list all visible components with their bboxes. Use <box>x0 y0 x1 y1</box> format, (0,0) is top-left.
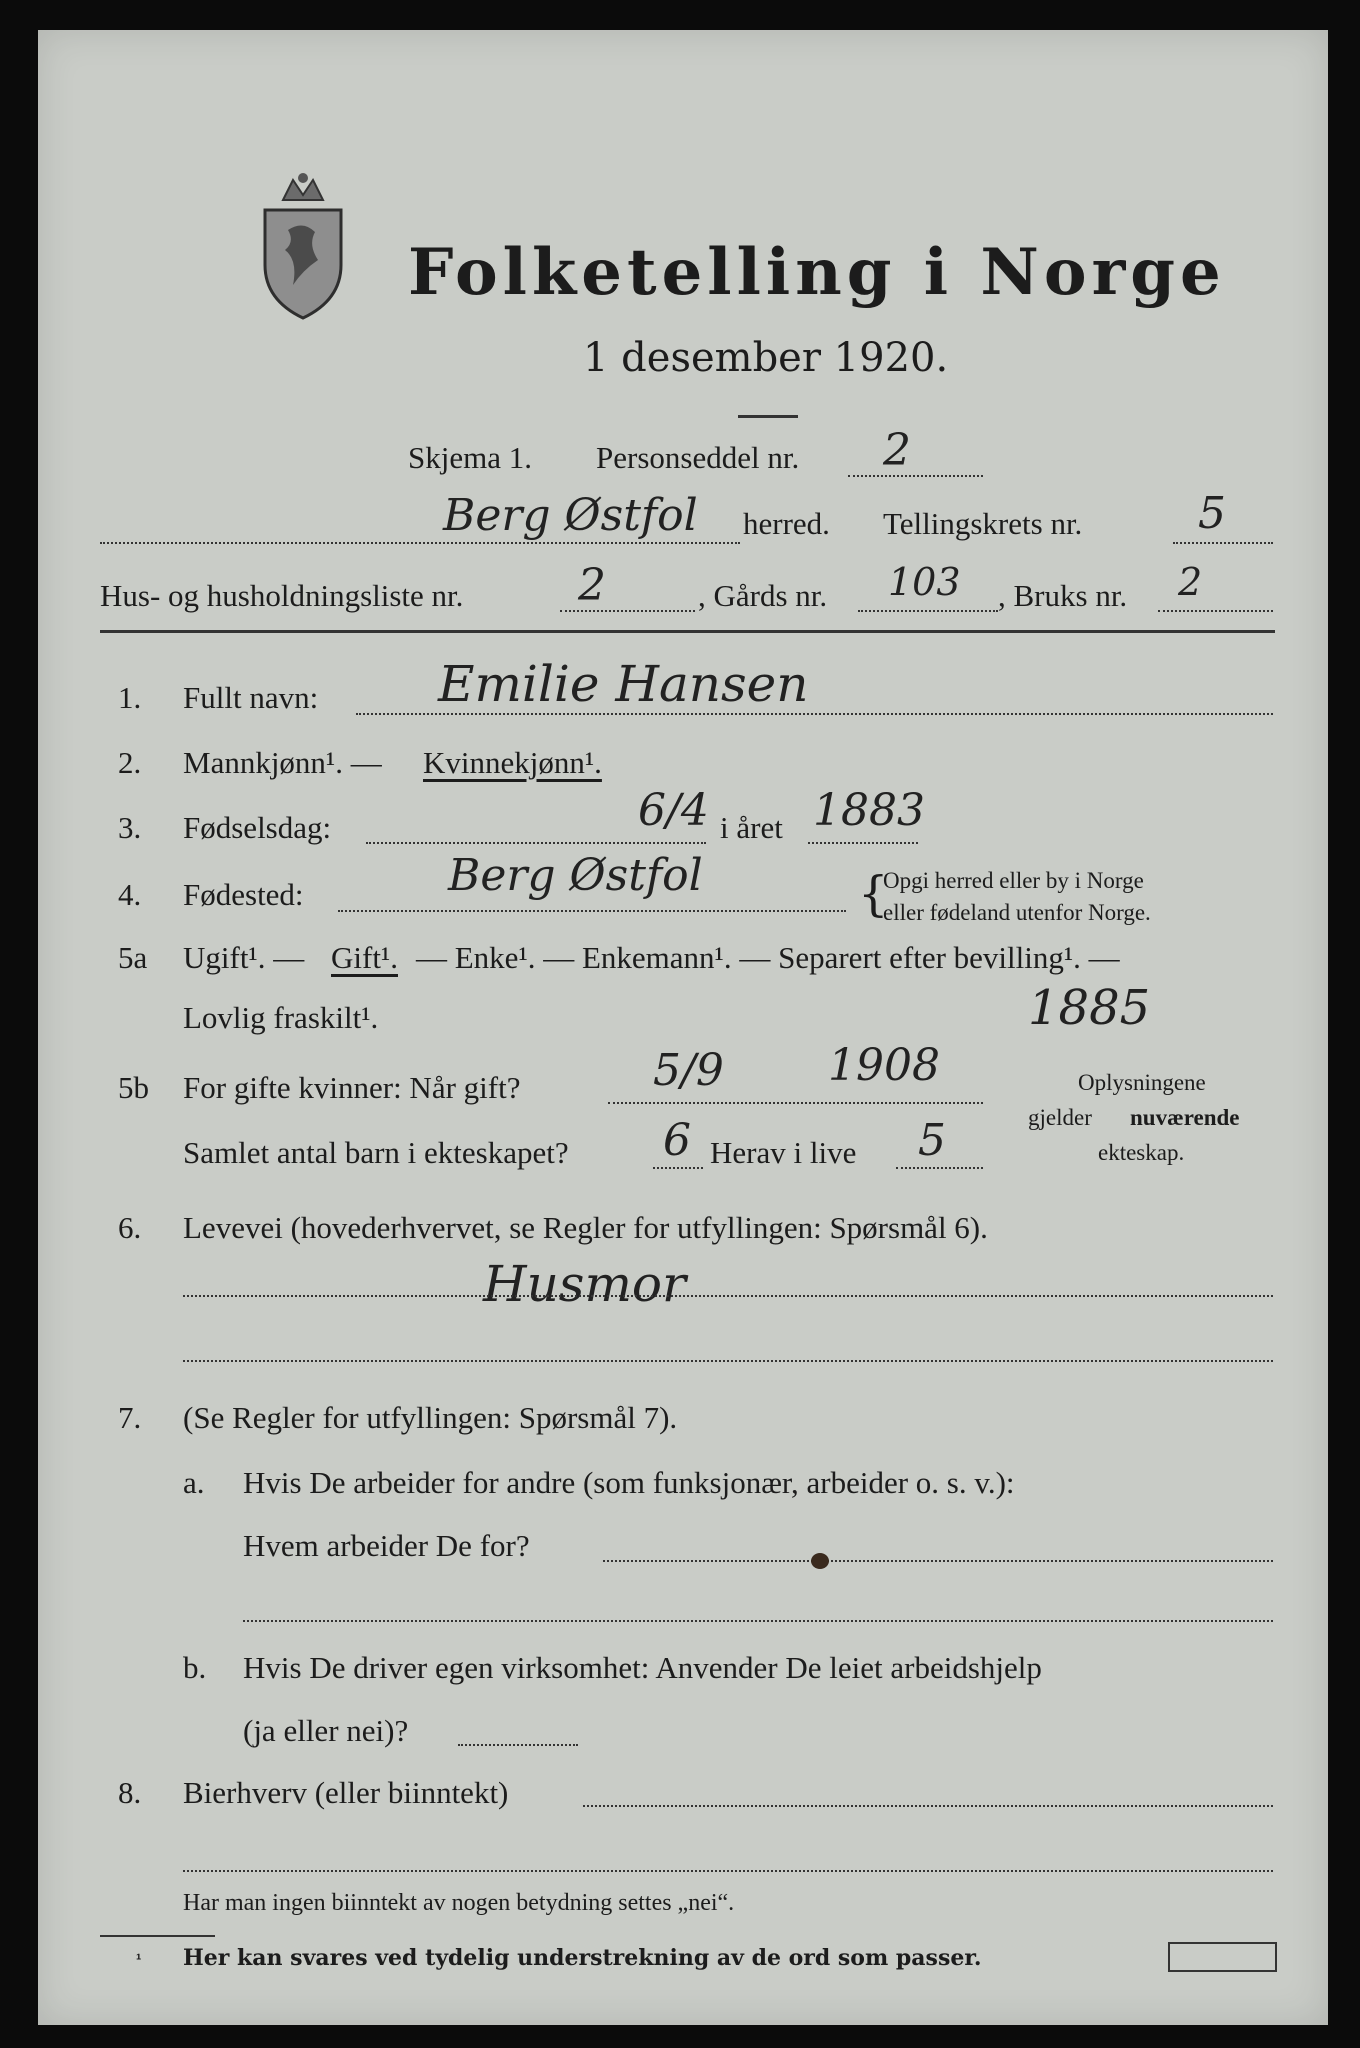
q7b-text: Hvis De driver egen virksomhet: Anvender De leiet arbeidshjelp <box>243 1650 1042 1685</box>
q7b-label: (ja eller nei)? <box>243 1713 409 1748</box>
marriage-note-3: ekteskap. <box>1098 1140 1185 1165</box>
alive-value[interactable]: 5 <box>918 1115 946 1166</box>
form-title: Folketelling i Norge <box>408 235 1226 310</box>
bierhverv-field[interactable] <box>583 1805 1273 1807</box>
alive-label: Herav i live <box>710 1135 857 1170</box>
herred-label: herred. <box>743 506 830 541</box>
kvinnekjonn-option[interactable]: Kvinnekjønn¹. <box>423 745 602 780</box>
tellingskrets-value[interactable]: 5 <box>1198 488 1226 539</box>
title-divider <box>738 415 798 418</box>
q7a-text: Hvis De arbeider for andre (som funksjonær, arbeider o. s. v.): <box>243 1465 1015 1500</box>
employer-field[interactable] <box>603 1560 1273 1562</box>
birthplace-value[interactable]: Berg Østfol <box>448 850 703 901</box>
q7-label: (Se Regler for utfyllingen: Spørsmål 7). <box>183 1400 678 1435</box>
personseddel-value[interactable]: 2 <box>883 425 911 476</box>
year-label: i året <box>720 810 783 845</box>
q4-number: 4. <box>118 877 142 912</box>
q1-number: 1. <box>118 680 142 715</box>
q5b-label: For gifte kvinner: Når gift? <box>183 1070 521 1105</box>
birthplace-hint-1: Opgi herred eller by i Norge <box>883 868 1144 893</box>
ugift-option[interactable]: Ugift¹. — <box>183 940 305 975</box>
husholdningsliste-value[interactable]: 2 <box>578 560 606 611</box>
q6-label: Levevei (hovederhvervet, se Regler for utfyllingen: Spørsmål 6). <box>183 1210 988 1245</box>
herred-value[interactable]: Berg Østfol <box>443 490 698 541</box>
children-value[interactable]: 6 <box>663 1115 691 1166</box>
bruks-value[interactable]: 2 <box>1178 560 1203 604</box>
mannkjonn-option[interactable]: Mannkjønn¹. — <box>183 745 382 780</box>
full-name-value[interactable]: Emilie Hansen <box>438 655 809 713</box>
gards-value[interactable]: 103 <box>888 560 961 604</box>
q4-label: Fødested: <box>183 877 304 912</box>
children-label: Samlet antal barn i ekteskapet? <box>183 1135 569 1170</box>
coat-of-arms-icon <box>253 170 353 320</box>
bruks-label: , Bruks nr. <box>998 578 1128 613</box>
margin-note: 1885 <box>1028 980 1151 1036</box>
gift-option[interactable]: Gift¹. <box>331 940 398 975</box>
arbeidshjelp-field[interactable] <box>458 1744 578 1746</box>
section-divider <box>100 630 1275 633</box>
fraskilt-option[interactable]: Lovlig fraskilt¹. <box>183 1000 379 1035</box>
q1-label: Fullt navn: <box>183 680 319 715</box>
q7a-employer-label: Hvem arbeider De for? <box>243 1528 530 1563</box>
marriage-note-1: Oplysningene <box>1078 1070 1206 1095</box>
q6-number: 6. <box>118 1210 142 1245</box>
skjema-label: Skjema 1. <box>408 440 532 475</box>
q8-number: 8. <box>118 1775 142 1810</box>
footnote-mark: ¹ <box>136 1952 142 1969</box>
printer-stamp <box>1168 1942 1277 1972</box>
footnote-rule <box>100 1935 215 1937</box>
q5a-number: 5a <box>118 940 148 975</box>
birth-year-value[interactable]: 1883 <box>813 785 925 836</box>
q7b-letter: b. <box>183 1650 207 1685</box>
footer-note: Har man ingen biinntekt av nogen betydning settes „nei“. <box>183 1890 735 1916</box>
q8-label: Bierhverv (eller biinntekt) <box>183 1775 509 1810</box>
marriage-note-2: gjelder <box>1028 1105 1092 1130</box>
personseddel-label: Personseddel nr. <box>596 440 800 475</box>
marriage-date-value[interactable]: 5/9 <box>653 1045 724 1096</box>
q7-number: 7. <box>118 1400 142 1435</box>
census-form-page: Folketelling i Norge 1 desember 1920. Skjema 1. Personseddel nr. 2 Berg Østfol herred. Tellingskrets nr. 5 Hus- og husholdningsliste nr. 2 , Gårds nr. 103 , Bruks nr. 2 1. Fullt navn: Emilie Hansen 2. Mannkjønn¹. — Kvinnekjønn¹. 3. Fødselsdag: 6/4 i året 1883 4. Fødested: Berg Østfol { Opgi herred eller by i Norge eller fødeland utenfor Norge. 5a Ugift¹. — Gift¹. — Enke¹. — Enkemann¹. — Separert efter bevilling¹. — Lovlig fraskilt¹. 1885 5b For gifte kvinner: Når gift? 5/9 1908 Samlet antal barn i ekteskapet? 6 Herav i live 5 Oplysningene gjelder nuværende ekteskap. 6. Levevei (hovederhvervet, se Regler for utfyllingen: Spørsmål 6). Husmor 7. (Se Regler for utfyllingen: Spørsmål 7). a. Hvis De arbeider for andre (som funksjonær, arbeider o. s. v.): Hvem arbeider De for? b. Hvis De driver egen virksomhet: Anvender De leiet arbeidshjelp (ja eller nei)? 8. Bierhverv (eller biinntekt) Har man ingen biinntekt av nogen betydning settes „nei“. ¹ Her kan svares ved tydelig understrekning av de ord som passer. <box>38 30 1328 2025</box>
q3-label: Fødselsdag: <box>183 810 332 845</box>
ink-blot <box>811 1553 829 1569</box>
census-date: 1 desember 1920. <box>583 335 949 381</box>
birth-day-value[interactable]: 6/4 <box>638 785 709 836</box>
birthplace-hint-2: eller fødeland utenfor Norge. <box>883 900 1151 925</box>
tellingskrets-label: Tellingskrets nr. <box>883 506 1083 541</box>
q3-number: 3. <box>118 810 142 845</box>
q5b-number: 5b <box>118 1070 149 1105</box>
civil-status-options[interactable]: — Enke¹. — Enkemann¹. — Separert efter bevilling¹. — <box>416 940 1120 975</box>
marriage-note-2b: nuværende <box>1130 1105 1240 1130</box>
footnote-text: Her kan svares ved tydelig understrekning av de ord som passer. <box>183 1945 982 1971</box>
q2-number: 2. <box>118 745 142 780</box>
q7a-letter: a. <box>183 1465 205 1500</box>
gards-label: , Gårds nr. <box>698 578 828 613</box>
marriage-year-value[interactable]: 1908 <box>828 1040 940 1091</box>
occupation-value[interactable]: Husmor <box>483 1255 686 1313</box>
husholdningsliste-label: Hus- og husholdningsliste nr. <box>100 578 464 613</box>
